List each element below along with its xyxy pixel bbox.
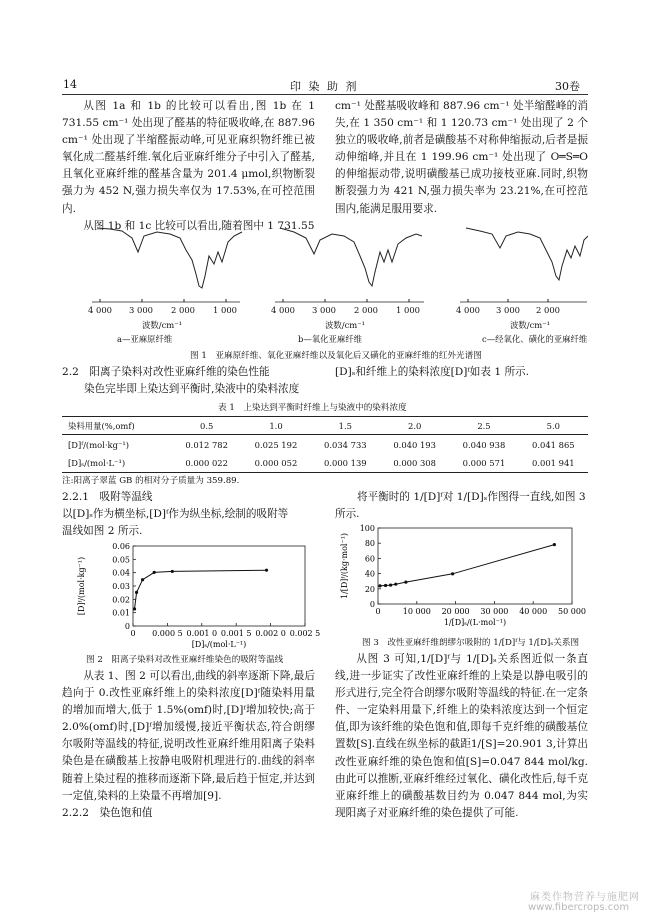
data-point (133, 607, 136, 610)
y-tick-label: 0.05 (112, 555, 130, 565)
figure-1-caption: 图 1 亚麻原纤维、氧化亚麻纤维以及氧化后又磺化的亚麻纤维的红外光谱图 (190, 351, 482, 361)
section-2-2-2-heading: 2.2.2 染色饱和值 (62, 806, 153, 819)
table-cell: 0.040 193 (393, 439, 436, 450)
spectrum-b-line (280, 228, 422, 286)
left-column-bottom (62, 668, 315, 822)
table-header-cell: 0.5 (200, 420, 214, 431)
table-header-cell: 染料用量(%,omf) (68, 420, 135, 431)
data-point (394, 583, 397, 586)
y-axis-label: 1/[D]ᶠ/(kg·mol⁻¹) (340, 532, 349, 600)
y-tick-label: 60 (364, 554, 375, 564)
x-tick-label: 20 000 (441, 607, 470, 616)
table-cell: 0.034 733 (324, 439, 367, 450)
spectrum-a (92, 228, 242, 302)
table-1-title: 表 1 上染达到平衡时纤维上与染液中的染料浓度 (218, 403, 407, 413)
table-cell: 0.041 865 (532, 439, 575, 450)
y-tick-label: 80 (364, 539, 375, 549)
section-2-2-heading: 2.2 阳离子染料对改性亚麻纤维的染色性能 (62, 366, 270, 378)
data-point (378, 584, 381, 587)
right-column-bottom (335, 651, 588, 822)
tick-label: 2 000 (354, 305, 378, 315)
adsorption-isotherm-chart (75, 540, 325, 650)
section-2-2-line1: 染色完毕即上染达到平衡时,染液中的染料浓度 (84, 383, 300, 395)
x-tick-label: 0.002 5 (289, 629, 321, 638)
table-1-note: 注:阳离子翠蓝 GB 的相对分子质量为 359.89. (62, 476, 240, 486)
tick-label: 4 000 (271, 305, 295, 315)
tick-label: 2 000 (171, 305, 195, 315)
volume-label: 30卷 (555, 80, 580, 93)
journal-name: 印 染 助 剂 (290, 80, 359, 93)
x-tick-label: 0.000 5 (152, 629, 183, 638)
tick-label: 1 000 (396, 305, 420, 315)
data-point (135, 591, 138, 594)
paragraph: 从图 1a 和 1b 的比较可以看出,图 1b 在 1 731.55 cm⁻¹ 处出现了醛基的特征吸收峰,在 887.96 cm⁻¹ 处出现了半缩醛振动峰,可见亚麻织物纤维已被氧化成二醛基纤维.氧化后亚麻纤维分子中引入了醛基,且氧化亚麻纤维的醛基含量为 201.4 μmol,织物断裂强力为 452 N,强力损失率仅为 17.53%,在可控范围内. (62, 100, 315, 215)
x-tick-label: 0.001 0 (186, 629, 218, 638)
x-tick-label: 0 (130, 629, 136, 638)
watermark-url: www.fibercrops.com (528, 902, 630, 913)
table-header-cell: 2.0 (407, 420, 422, 431)
x-tick-label: 0 (375, 607, 381, 616)
table-cell: 0.012 782 (185, 439, 228, 450)
y-tick-label: 0.02 (112, 595, 130, 605)
tick-label: 3 000 (496, 305, 520, 315)
x-tick-label: 40 000 (519, 607, 548, 616)
tick-label: 3 000 (129, 305, 153, 315)
data-point (265, 569, 268, 572)
tick-label: 4 000 (456, 305, 480, 315)
table-header-cell: 1.0 (269, 420, 283, 431)
data-point (384, 584, 387, 587)
x-tick-label: 0.002 0 (255, 629, 286, 638)
section-2-2-1-left-line: 温线如图 2 所示. (62, 525, 143, 537)
x-tick-label: 30 000 (480, 607, 509, 616)
table-row (62, 455, 588, 473)
y-tick-label: 20 (364, 584, 375, 594)
paragraph: 从图 1b 和 1c 比较可以看出,随着图中 1 731.55 (83, 219, 315, 232)
y-tick-label: 0 (124, 622, 130, 631)
y-tick-label: 0.06 (112, 542, 130, 551)
table-row (62, 435, 588, 455)
table-cell: 0.000 571 (462, 458, 506, 468)
section-2-2-1-right-line: 所示. (335, 508, 360, 520)
y-tick-label: 40 (364, 569, 375, 579)
section-2-2-1-heading: 2.2.1 吸附等温线 (62, 491, 153, 503)
table-cell: 0.040 938 (462, 439, 506, 450)
spectrum-a-line (97, 228, 242, 288)
table-header-cell: 2.5 (477, 420, 491, 431)
series-line (135, 570, 267, 609)
tick-label: 1 000 (213, 305, 237, 315)
table-cell: [D]ₛ/(mol·L⁻¹) (68, 458, 126, 468)
y-axis-label: [D]ᶠ/(mol·kg⁻¹) (77, 556, 86, 616)
data-point (153, 571, 156, 574)
table-cell: 0.000 308 (393, 458, 436, 468)
tick-label: 3 000 (312, 305, 336, 315)
y-tick-label: 0 (369, 600, 375, 609)
x-axis-label: 波数/cm⁻¹ (325, 320, 365, 330)
paragraph: 从图 3 可知,1/[D]ᶠ与 1/[D]ₛ关系图近似一条直线,进一步证实了改性亚麻纤维的上染是以静电吸引的形式进行,完全符合朗缪尔吸附等温线的特征.在一定条件、一定染料用量下,纤维上的染料浓度达到一个恒定值,即为该纤维的染色饱和值,即每千克纤维的磺酸基位置数[S].直线在纵坐标的截距1/[S]=20.901 3,计算出改性亚麻纤维的染色饱和值[S]=0.047 844 mol/kg.由此可以推断,亚麻纤维经过氧化、磺化改性后,每千克亚麻纤维上的磺酸基数目约为 0.047 844 mol,为实现阳离子对亚麻纤维的染色提供了可能. (335, 653, 588, 819)
table-cell: 0.025 192 (254, 439, 298, 450)
paragraph: 从表 1、图 2 可以看出,曲线的斜率逐渐下降,最后趋向于 0.改性亚麻纤维上的染料浓度[D]ᶠ随染料用量的增加而增大,低于 1.5%(omf)时,[D]ᶠ增加较快;高于 2.0%(omf)时,[D]ᶠ增加缓慢,接近平衡状态,符合朗缪尔吸附等温线的特征,说明改性亚麻纤维用阳离子染料染色是在磺酸基上按静电吸附机理进行的.曲线的斜率随着上染过程的推移而逐渐下降,最后趋于恒定,并达到一定值,染料的上染量不再增加[9]. (62, 670, 315, 802)
data-point (171, 570, 174, 573)
header-rule (62, 94, 588, 95)
y-tick-label: 0.03 (112, 582, 130, 591)
x-tick-label: 10 000 (402, 607, 431, 616)
tick-label: 4 000 (88, 305, 112, 315)
table-header-cell: 5.0 (546, 420, 560, 431)
table-cell: 0.001 941 (532, 458, 575, 468)
sub-caption-b: b—氧化亚麻纤维 (298, 334, 362, 344)
spectrum-c (460, 228, 588, 302)
paragraph: cm⁻¹ 处醛基吸收峰和 887.96 cm⁻¹ 处半缩醛峰的消失,在 1 350 cm⁻¹ 和 1 120.73 cm⁻¹ 处出现了 2 个独立的吸收峰,前者是磺酸基不对称伸缩振动,后者是振动伸缩峰,并且在 1 199.96 cm⁻¹ 处出现了 O═S═O 的伸缩振动带,说明磺酸基已成功接枝亚麻.同时,织物断裂强力为 421 N,强力损失率为 23.21%,在可控范围内,能满足服用要求. (335, 100, 588, 215)
x-axis-label: 1/[D]ₛ/(L·mol⁻¹) (443, 618, 507, 627)
figure-3-caption: 图 3 改性亚麻纤维朗缪尔吸附的 1/[D]ᶠ与 1/[D]ₛ关系图 (362, 638, 580, 648)
table-cell: 0.000 139 (324, 458, 367, 468)
data-point (404, 581, 407, 584)
sub-caption-a: a—亚麻原纤维 (117, 334, 173, 344)
table-cell: 0.000 052 (254, 458, 298, 468)
y-tick-label: 0.01 (112, 608, 130, 618)
series-line (380, 545, 554, 586)
right-column-top (335, 98, 588, 218)
plot-frame (378, 528, 572, 604)
tick-label: 2 000 (536, 305, 560, 315)
left-column-top (62, 98, 315, 235)
x-tick-label: 0.001 5 (220, 629, 252, 638)
page-number: 14 (63, 78, 77, 91)
table-header-row (62, 417, 588, 435)
data-point (451, 572, 454, 575)
data-point (553, 543, 556, 546)
y-tick-label: 100 (359, 524, 375, 533)
watermark-title: 麻类作物营养与施肥网 (530, 892, 640, 903)
table-cell: [D]ᶠ/(mol·kg⁻¹) (68, 439, 130, 450)
section-2-2-1-left-line: 以[D]ₛ作为横坐标,[D]ᶠ作为纵坐标,绘制的吸附等 (62, 508, 289, 520)
section-2-2-line2: [D]ₛ和纤维上的染料浓度[D]ᶠ如表 1 所示. (335, 366, 529, 378)
sub-caption-c: c—经氧化、磺化的亚麻纤维 (482, 334, 588, 344)
table-1 (62, 417, 588, 473)
x-axis-label: 波数/cm⁻¹ (142, 320, 182, 330)
x-axis-label: [D]ₛ/(mol·L⁻¹) (191, 640, 247, 649)
plot-frame (133, 546, 305, 626)
table-header-cell: 1.5 (338, 420, 352, 431)
section-2-2-1-right-line: 将平衡时的 1/[D]ᶠ对 1/[D]ₛ作图得一直线,如图 3 (357, 491, 586, 503)
table-cell: 0.000 022 (185, 458, 228, 468)
x-tick-label: 50 000 (558, 607, 586, 616)
spectrum-b (275, 228, 424, 302)
x-axis-label: 波数/cm⁻¹ (510, 320, 550, 330)
figure-2-caption: 图 2 阳离子染料对改性亚麻纤维染色的吸附等温线 (86, 655, 284, 665)
langmuir-plot-chart (338, 522, 593, 634)
data-point (141, 578, 144, 581)
y-tick-label: 0.04 (112, 568, 130, 578)
spectrum-c-line (466, 228, 588, 280)
data-point (389, 583, 392, 586)
